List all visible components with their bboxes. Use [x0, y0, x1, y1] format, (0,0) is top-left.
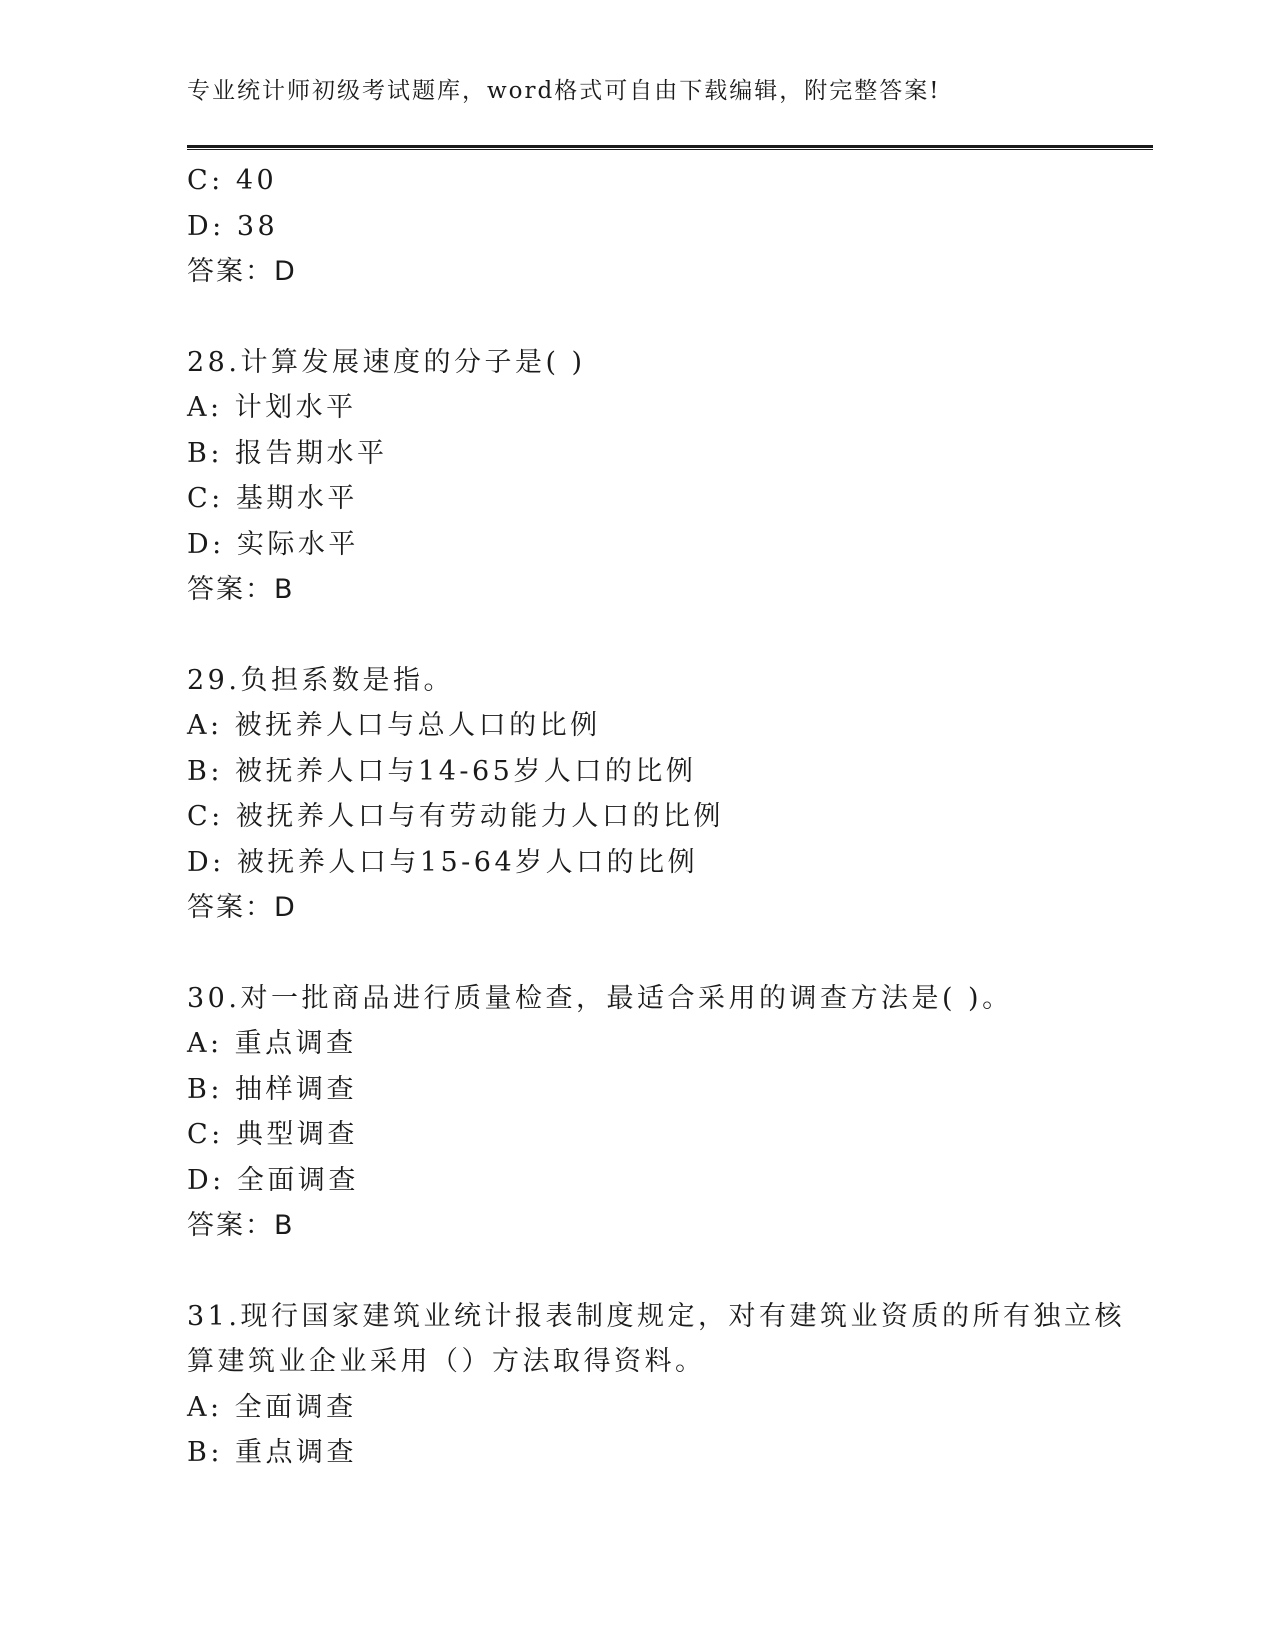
answer-line: 答案：D [187, 892, 297, 923]
option-b: B: 抽样调查 [187, 1073, 358, 1105]
option-c: C: 基期水平 [187, 483, 358, 514]
option-c: C: 40 [187, 165, 278, 196]
option-d: D: 全面调查 [187, 1164, 359, 1196]
option-a: A: 全面调查 [187, 1391, 357, 1423]
option-d: D: 实际水平 [187, 528, 359, 560]
option-c: C: 典型调查 [187, 1119, 358, 1150]
option-d: D: 被抚养人口与15-64岁人口的比例 [187, 846, 699, 878]
spacer [187, 295, 1153, 340]
question-block-29 [187, 658, 1153, 931]
option-b: B: 报告期水平 [187, 437, 388, 469]
question-stem-line-1: 31.现行国家建筑业统计报表制度规定，对有建筑业资质的所有独立核 [187, 1300, 1125, 1332]
page-header: 专业统计师初级考试题库，word格式可自由下载编辑，附完整答案! [187, 78, 941, 104]
question-stem-line-2: 算建筑业企业采用（）方法取得资料。 [187, 1346, 706, 1377]
option-b: B: 被抚养人口与14-65岁人口的比例 [187, 755, 697, 787]
option-a: A: 计划水平 [187, 392, 357, 423]
question-stem: 30.对一批商品进行质量检查，最适合采用的调查方法是( )。 [187, 982, 1013, 1014]
question-stem: 28.计算发展速度的分子是( ) [187, 346, 586, 378]
question-block-continued [187, 158, 1153, 295]
question-block-31 [187, 1294, 1153, 1476]
answer-line: 答案：D [187, 256, 297, 287]
question-block-30 [187, 976, 1153, 1249]
question-block-28 [187, 340, 1153, 613]
option-b: B: 重点调查 [187, 1437, 358, 1468]
option-a: A: 重点调查 [187, 1028, 357, 1059]
spacer [187, 931, 1153, 976]
option-d: D: 38 [187, 210, 279, 242]
answer-line: 答案：B [187, 574, 295, 605]
question-list [187, 158, 1153, 1476]
question-stem: 29.负担系数是指。 [187, 664, 454, 696]
spacer [187, 1249, 1153, 1294]
answer-line: 答案：B [187, 1210, 295, 1241]
spacer [187, 613, 1153, 658]
option-a: A: 被抚养人口与总人口的比例 [187, 710, 601, 741]
header-divider [187, 145, 1153, 150]
option-c: C: 被抚养人口与有劳动能力人口的比例 [187, 801, 724, 832]
